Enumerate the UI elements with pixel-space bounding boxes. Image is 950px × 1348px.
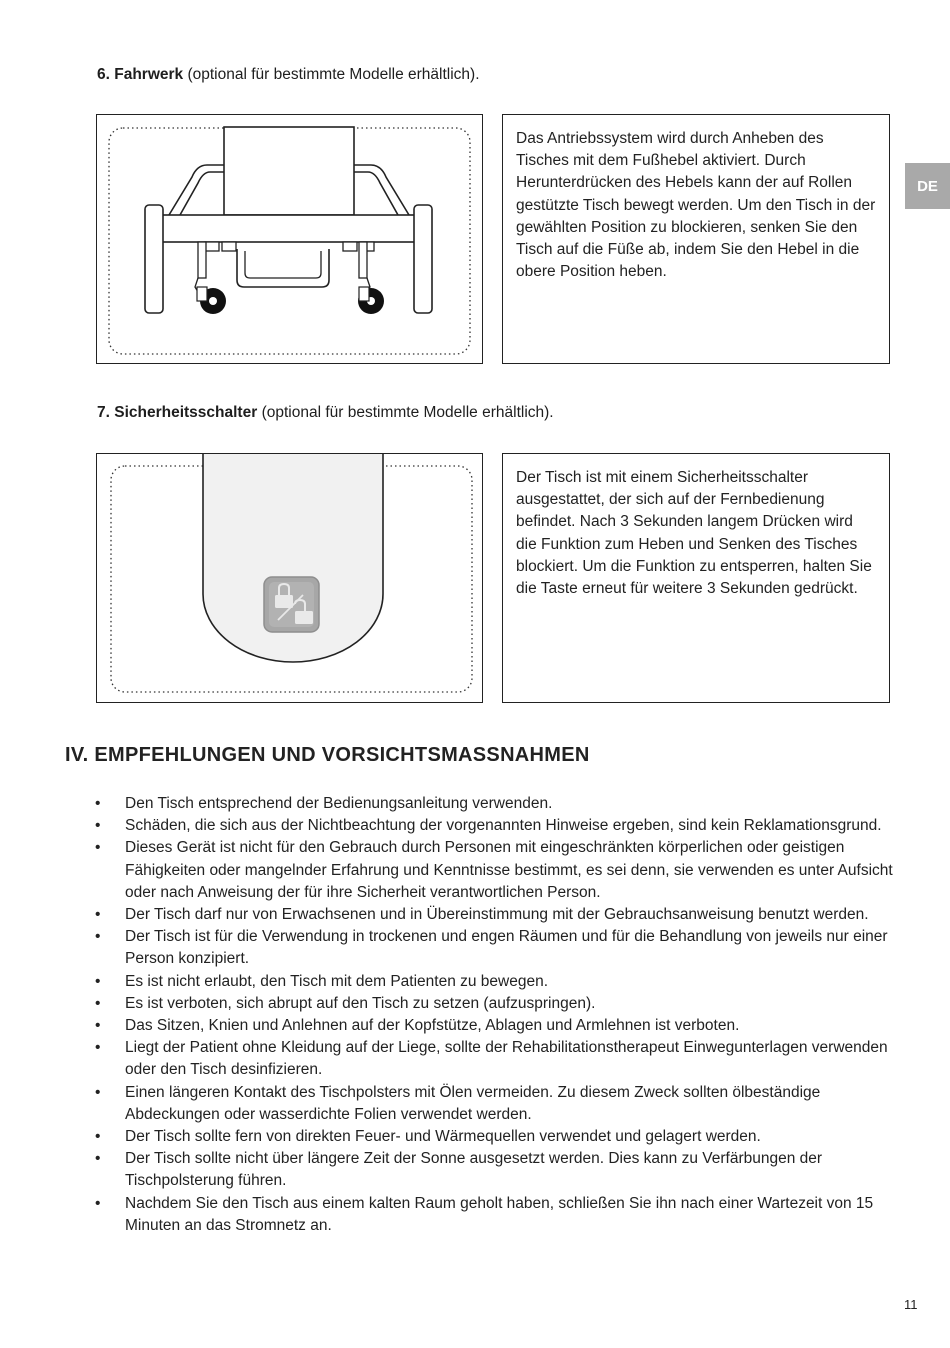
bullet-marker: •	[95, 994, 101, 1012]
section-6-heading	[97, 65, 480, 85]
list-item-text: Den Tisch entsprechend der Bedienungsanleitung verwenden.	[125, 795, 553, 812]
section-7-title: 7. Sicherheitsschalter	[97, 404, 258, 421]
list-item	[95, 837, 895, 904]
safety-switch-figure	[96, 453, 483, 703]
padlock-unlock-icon	[264, 577, 319, 632]
list-item-text: Der Tisch sollte fern von direkten Feuer- und Wärmequellen verwendet und gelagert werden.	[125, 1128, 761, 1146]
section-7-note: (optional für bestimmte Modelle erhältlich).	[261, 404, 554, 421]
list-item-text: Das Sitzen, Knien und Anlehnen auf der Kopfstütze, Ablagen und Armlehnen ist verboten.	[125, 1017, 740, 1035]
list-item-text: Dieses Gerät ist nicht für den Gebrauch durch Personen mit eingeschränkten körperlichen oder geistigen Fähigkeiten oder mangelnder Erfahrung und Kenntnisse bestimmt, es sei denn, sie verwenden es unter Aufsicht oder nach Anweisung der für ihre Sicherheit verantwortlichen Person.	[125, 839, 893, 901]
bullet-marker: •	[95, 839, 101, 857]
undercarriage-figure	[96, 114, 483, 364]
section-6-description: Das Antriebssystem wird durch Anheben des Tisches mit dem Fußhebel aktiviert. Durch Herunterdrücken des Hebels kann der auf Rollen gestützte Tisch bewegt werden. Um den Tisch in der gewählten Position zu blockieren, senken Sie den Tisch auf die Füße ab, indem Sie den Hebel in die obere Position heben.	[502, 114, 890, 364]
list-item	[95, 1082, 895, 1126]
bullet-marker: •	[95, 1150, 101, 1168]
bullet-marker: •	[95, 906, 101, 924]
list-item-text: Liegt der Patient ohne Kleidung auf der Liege, sollte der Rehabilitationstherapeut Einwegunterlagen verwenden oder den Tisch desinfizieren.	[125, 1039, 888, 1079]
list-item-text: Der Tisch ist für die Verwendung in trockenen und engen Räumen und für die Behandlung von jeweils nur einer Person konzipiert.	[125, 928, 888, 968]
list-item	[95, 971, 895, 993]
page-number: 11	[904, 1297, 918, 1312]
list-item-text: Nachdem Sie den Tisch aus einem kalten Raum geholt haben, schließen Sie ihn nach einer Wartezeit von 15 Minuten an das Stromnetz an.	[125, 1194, 874, 1234]
bullet-marker: •	[95, 928, 101, 946]
list-item	[95, 1148, 895, 1192]
section-6-title: 6. Fahrwerk	[97, 66, 184, 83]
section-7-heading	[97, 403, 554, 423]
list-item-text: Der Tisch darf nur von Erwachsenen und in Übereinstimmung mit der Gebrauchsanweisung benutzt werden.	[125, 906, 869, 924]
list-item	[95, 1126, 895, 1148]
list-item-text: Es ist verboten, sich abrupt auf den Tisch zu setzen (aufzuspringen).	[125, 994, 596, 1012]
list-item-text: Der Tisch sollte nicht über längere Zeit der Sonne ausgesetzt werden. Dies kann zu Verfärbungen der Tischpolsterung führen.	[125, 1150, 823, 1190]
remote-control-lock-illustration	[97, 454, 484, 704]
list-item	[95, 993, 895, 1015]
list-item	[95, 1015, 895, 1037]
list-item-text: Es ist nicht erlaubt, den Tisch mit dem Patienten zu bewegen.	[125, 972, 549, 990]
bullet-marker: •	[95, 795, 101, 812]
bullet-marker: •	[95, 817, 101, 835]
list-item-text: Schäden, die sich aus der Nichtbeachtung der vorgenannten Hinweise ergeben, sind kein Reklamationsgrund.	[125, 817, 882, 835]
recommendations-list	[95, 793, 895, 1237]
bullet-marker: •	[95, 1128, 101, 1146]
list-item-text: Einen längeren Kontakt des Tischpolsters mit Ölen vermeiden. Zu diesem Zweck sollten ölbeständige Abdeckungen oder wasserdichte Folien verwendet werden.	[125, 1083, 821, 1123]
list-item	[95, 1193, 895, 1237]
list-item	[95, 793, 895, 815]
bullet-marker: •	[95, 1083, 101, 1101]
list-item	[95, 926, 895, 970]
list-item	[95, 815, 895, 837]
section-6-note: (optional für bestimmte Modelle erhältlich).	[187, 66, 480, 83]
list-item	[95, 904, 895, 926]
bullet-marker: •	[95, 1194, 101, 1212]
bullet-marker: •	[95, 1017, 101, 1035]
list-item	[95, 1037, 895, 1081]
bullet-marker: •	[95, 1039, 101, 1057]
section-7-description: Der Tisch ist mit einem Sicherheitsschalter ausgestattet, der sich auf der Fernbedienung befindet. Nach 3 Sekunden langem Drücken wird die Funktion zum Heben und Senken des Tisches blockiert. Um die Funktion zu entsperren, halten Sie die Taste erneut für weitere 3 Sekunden gedrückt.	[502, 453, 890, 703]
table-undercarriage-illustration	[97, 115, 484, 365]
recommendations-heading: IV. EMPFEHLUNGEN UND VORSICHTSMASSNAHMEN	[65, 744, 590, 766]
language-tab: DE	[905, 163, 950, 209]
bullet-marker: •	[95, 972, 101, 990]
